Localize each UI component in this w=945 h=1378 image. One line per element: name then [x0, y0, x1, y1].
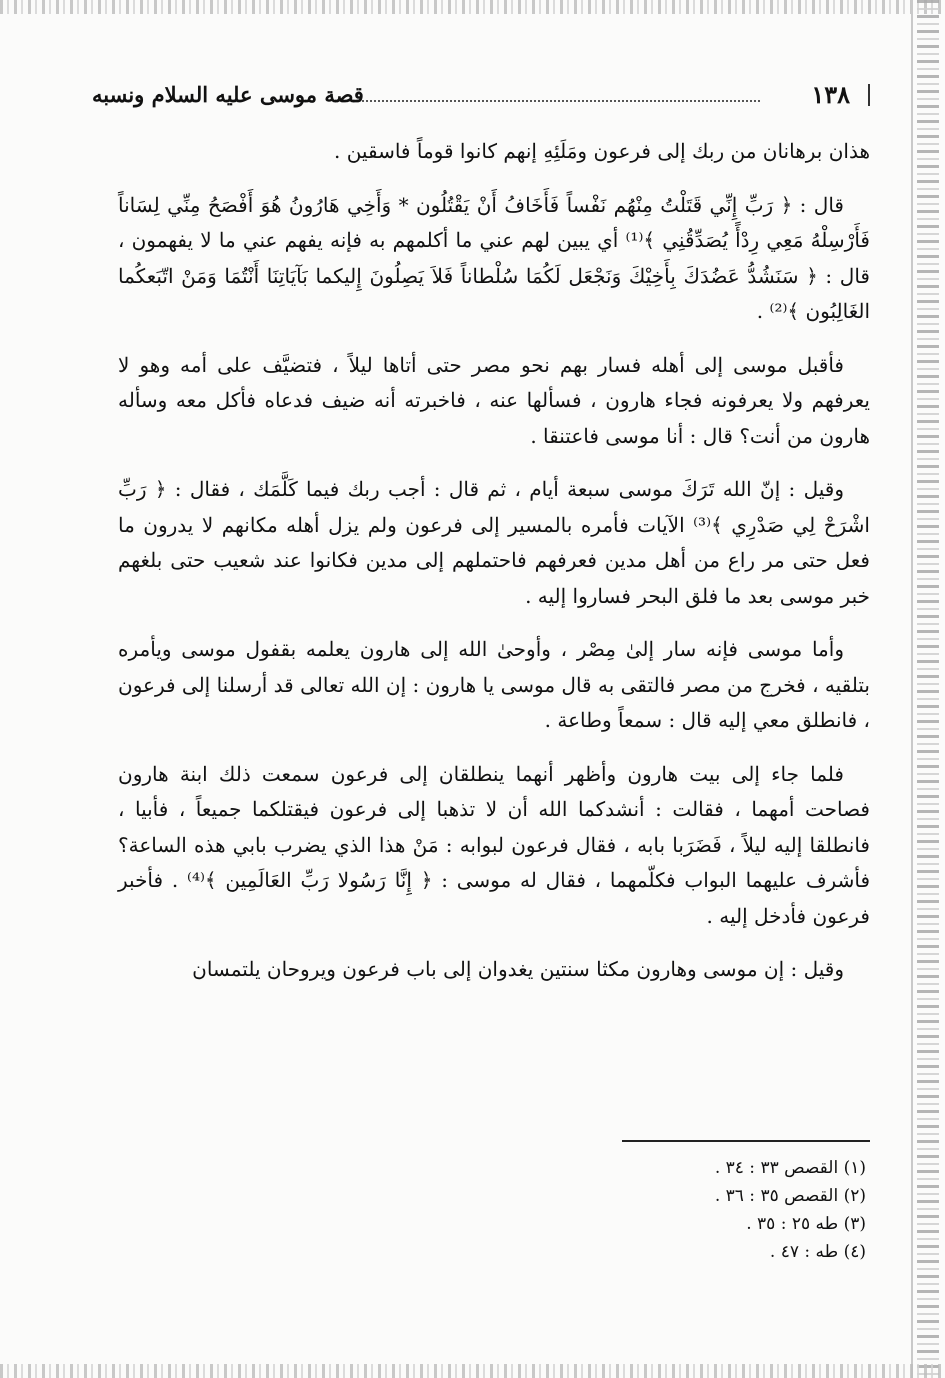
footnote-3: (٣) طه ٢٥ : ٣٥ .: [746, 1214, 866, 1234]
running-title: قصة موسى عليه السلام ونسبه: [92, 82, 364, 107]
footnote-separator: [622, 1140, 870, 1142]
ornamental-border-right: [917, 0, 939, 1378]
paragraph-2: قال : ﴿ رَبِّ إِنِّي قَتَلْتُ مِنْهُم نَفْساً فَأَخَافُ أَنْ يَقْتُلُون * وَأَخِي هَارُونُ هُوَ أَفْصَحُ مِنِّي لِسَاناً فَأَرْسِلْهُ مَعِي رِدْأً يُصَدِّقُنِي ﴾⁽¹⁾ أي يبين لهم عني ما أكلمهم به فإنه يفهم عني ما لا يفهمون ، قال : ﴿ سَنَشُدُّ عَضُدَكَ بِأَخِيْكَ وَنَجْعَل لَكُمَا سُلْطاناً فَلاَ يَصِلُونَ إِليكما بَآيَاتِنَا أَنْتُمَا وَمَنْ اتّبَعكُما الغَالِبُون ﴾⁽²⁾ .: [118, 192, 870, 323]
footnote-2: (٢) القصص ٣٥ : ٣٦ .: [714, 1186, 866, 1206]
main-text: [118, 134, 870, 1006]
footnotes: [400, 1154, 866, 1266]
ornamental-border-bottom: [0, 1364, 945, 1378]
paragraph-7: وقيل : إن موسى وهارون مكثا سنتين يغدوان إلى باب فرعون ويروحان يلتمسان: [192, 957, 844, 981]
border-rule-right: [911, 0, 913, 1378]
paragraph-5: وأما موسى فإنه سار إلىٰ مِصْر ، وأوحىٰ الله إلى هارون يعلمه بقفول موسى ويأمره بتلقيه ، فخرج من مصر فالتقى به قال موسى يا هارون : إن الله تعالى قد أرسلنا إلى فرعون ، فانطلق معي إليه قال : سمعاً وطاعة .: [118, 637, 870, 732]
paragraph-1: هذان برهانان من ربك إلى فرعون ومَلَئِهِ إنهم كانوا قوماً فاسقين .: [333, 139, 870, 163]
header-dotted-leader: [362, 100, 760, 102]
page-number: ١٣٨: [811, 80, 850, 109]
paragraph-4: وقيل : إنّ الله تَرَكَ موسى سبعة أيام ، ثم قال : أجب ربك فيما كَلَّمَك ، فقال : ﴿ رَبِّ اشْرَحْ لِي صَدْرِي ﴾⁽³⁾ الآيات فأمره بالمسير إلى فرعون ولم يزل أهله مكانهم لا يدرون ما فعل حتى مر راع من أهل مدين فعرفهم فاحتملهم إلى مدين فكانوا عند شعيب حتى بلغهم خبر موسى بعد ما فلق البحر فساروا إليه .: [118, 477, 870, 608]
page-header: [92, 80, 880, 114]
header-divider: [868, 84, 870, 106]
footnote-4: (٤) طه : ٤٧ .: [769, 1242, 866, 1262]
footnote-1: (١) القصص ٣٣ : ٣٤ .: [714, 1158, 866, 1178]
ornamental-border-top: [0, 0, 945, 14]
paragraph-6: فلما جاء إلى بيت هارون وأظهر أنهما ينطلقان إلى فرعون سمعت ذلك ابنة هارون فصاحت أمهما ، فقالت : أنشدكما الله أن لا تذهبا إلى فرعون فيقتلكما جميعاً ، فأبيا ، فانطلقا إليه ليلاً ، فَضَرَبا بابه ، فقال فرعون لبوابه : مَنْ هذا الذي يضرب بابي هذه الساعة؟ فأشرف عليهما البواب فكلّمهما ، فقال له موسى : ﴿ إِنَّا رَسُولا رَبِّ العَالَمِين ﴾⁽⁴⁾ . فأخبر فرعون فأدخل إليه .: [118, 761, 870, 928]
paragraph-3: فأقبل موسى إلى أهله فسار بهم نحو مصر حتى أتاها ليلاً ، فتضيَّف على أمه وهو لا يعرفهم ولا يعرفونه فجاء هارون ، فسألها عنه ، فاخبرته أنه ضيف فدعاه فأكل معه وسأله هارون من أنت؟ قال : أنا موسى فاعتنقا .: [118, 352, 870, 448]
